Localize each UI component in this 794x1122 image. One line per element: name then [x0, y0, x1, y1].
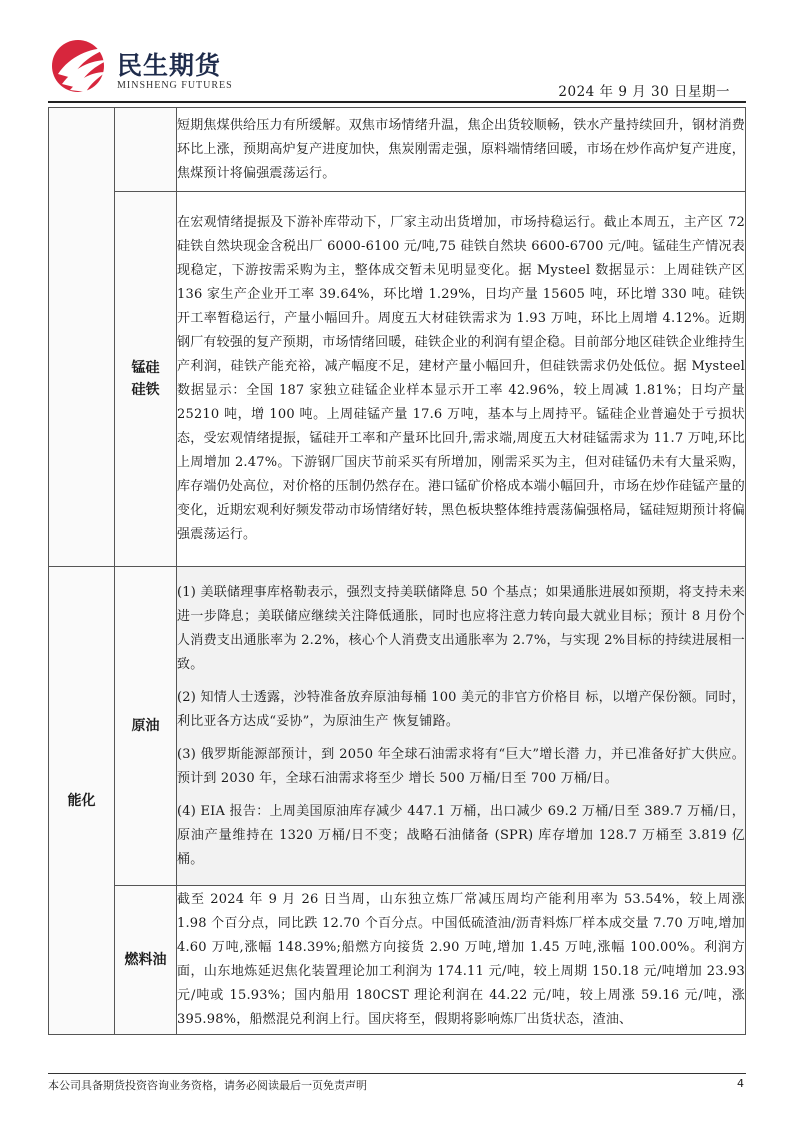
fuel-label: 燃料油	[124, 952, 167, 968]
page-number: 4	[737, 1077, 744, 1090]
crude-para-4: (4) EIA 报告：上周美国原油库存减少 447.1 万桶，出口减少 69.2 万桶/日至 389.7 万桶/日，原油产量维持在 1320 万桶/日不变；战略石油储备 (SPR) 库存增加 128.7 万桶至 3.819 亿桶。	[177, 803, 745, 867]
minsheng-logo-icon	[50, 38, 110, 94]
energy-label: 能化	[67, 792, 96, 809]
table-row	[49, 192, 746, 567]
coking-coal-text: 短期焦煤供给压力有所缓解。双焦市场情绪升温，焦企出货较顺畅，铁水产量持续回升，钢材消费环比上涨，预期高炉复产进度加快，焦炭刚需走强，原料端情绪回暖，市场在炒作高炉复产进度，焦煤预计将偏强震荡运行。	[177, 117, 745, 181]
category-cell-black	[49, 108, 115, 567]
subcategory-cell-crude	[115, 567, 177, 886]
mnsi-text: 在宏观情绪提振及下游补库带动下，厂家主动出货增加，市场持稳运行。截止本周五，主产区 72 硅铁自然块现金含税出厂 6000-6100 元/吨,75 硅铁自然块 6600-6700 元/吨。锰硅生产情况表现稳定，下游按需采购为主，整体成交暂未见明显变化。据 Mysteel 数据显示：上周硅铁产区 136 家生产企业开工率 39.64%，环比增 1.29%，日均产量 15605 吨，环比增 330 吨。硅铁开工率暂稳运行，产量小幅回升。周度五大材硅铁需求为 1.93 万吨，环比上周增 4.12%。近期钢厂有较强的复产预期，市场情绪回暖，硅铁企业的利润有望企稳。目前部分地区硅铁企业维持生产利润，硅铁产能充裕，减产幅度不足，建材产量小幅回升，但硅铁需求仍处低位。据 Mysteel 数据显示：全国 187 家独立硅锰企业样本显示开工率 42.96%，较上周减 1.81%；日均产量 25210 吨，增 100 吨。上周硅锰产量 17.6 万吨，基本与上周持平。锰硅企业普遍处于亏损状态，受宏观情绪提振，锰硅开工率和产量环比回升,需求端,周度五大材硅锰需求为 11.7 万吨,环比上周增加 2.47%。下游钢厂国庆节前采买有所增加，刚需采买为主，但对硅锰仍未有大量采购，库存端仍处高位，对价格的压制仍然存在。港口锰矿价格成本端小幅回升，市场在炒作硅锰产量的变化，近期宏观利好频发带动市场情绪好转，黑色板块整体维持震荡偏强格局，锰硅短期预计将偏强震荡运行。	[177, 215, 745, 542]
crude-para-3: (3) 俄罗斯能源部预计，到 2050 年全球石油需求将有“巨大”增长潜 力，并已准备好扩大供应。预计到 2030 年，全球石油需求将至少 增长 500 万桶/日至 700 万桶/日。	[177, 746, 745, 786]
subcategory-cell-fuel	[115, 886, 177, 1035]
header-divider	[48, 101, 746, 103]
fuel-oil-content	[177, 886, 746, 1035]
category-cell-energy	[49, 567, 115, 1035]
disclaimer-note: 本公司具备期货投资咨询业务资格，请务必阅读最后一页免责声明	[48, 1079, 367, 1092]
crude-para-1: (1) 美联储理事库格勒表示，强烈支持美联储降息 50 个基点；如果通胀进展如预期，将支持未来进一步降息；美联储应继续关注降低通胀，同时也应将注意力转向最大就业目标；预计 8 月份个人消费支出通胀率为 2.2%，核心个人消费支出通胀率为 2.7%，与实现 2%目标的持续进展相一致。	[177, 584, 745, 672]
mnsi-label: 锰硅 硅铁	[131, 360, 160, 398]
brand-name-en: MINSHENG FUTURES	[117, 80, 233, 91]
mnsi-content	[177, 192, 746, 567]
report-date: 2024 年 9 月 30 日星期一	[558, 84, 730, 100]
footer-divider	[48, 1073, 746, 1074]
crude-para-2: (2) 知情人士透露，沙特准备放弃原油每桶 100 美元的非官方价格目 标，以增产保份额。同时，利比亚各方达成“妥协”，为原油生产 恢复铺路。	[177, 689, 745, 729]
fuel-oil-text: 截至 2024 年 9 月 26 日当周，山东独立炼厂常减压周均产能利用率为 53.54%，较上周涨 1.98 个百分点，同比跌 12.70 个百分点。中国低硫渣油/沥青料炼厂样本成交量 7.70 万吨,增加 4.60 万吨,涨幅 148.39%;船燃方向接货 2.90 万吨,增加 1.45 万吨,涨幅 100.00%。利润方面，山东地炼延迟焦化装置理论加工利润为 174.11 元/吨，较上周期 150.18 元/吨增加 23.93 元/吨或 15.93%；国内船用 180CST 理论利润在 44.22 元/吨，较上周涨 59.16 元/吨，涨 395.98%，船燃混兑利润上行。国庆将至，假期将影响炼厂出货状态，渣油、	[177, 892, 745, 1027]
table-row	[49, 567, 746, 886]
brand-name-cn: 民生期货	[117, 51, 222, 80]
commodity-table	[48, 107, 746, 1035]
coking-coal-content	[177, 108, 746, 192]
table-row	[49, 108, 746, 192]
subcategory-cell-mnsi	[115, 192, 177, 567]
crude-label: 原油	[131, 718, 160, 734]
crude-content	[177, 567, 746, 886]
subcategory-cell-coking	[115, 108, 177, 192]
table-row	[49, 886, 746, 1035]
